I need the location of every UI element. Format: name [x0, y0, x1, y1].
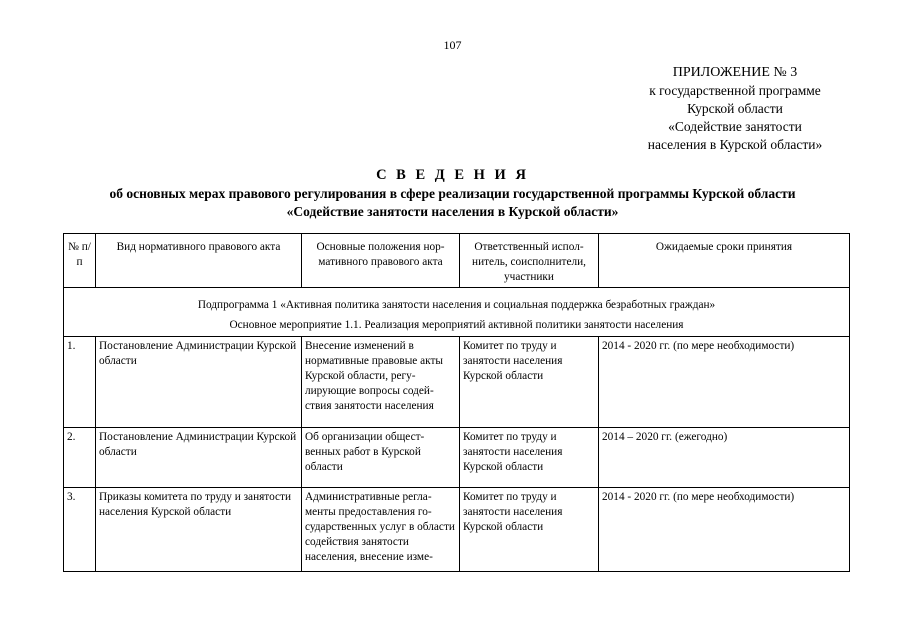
header-num: № п/п — [64, 234, 96, 288]
row-num: 1. — [64, 337, 96, 428]
document-title: С В Е Д Е Н И Я — [376, 167, 529, 183]
row-act-type: Приказы комитета по труду и занятости населения Курской области — [96, 488, 302, 572]
row-responsible: Комитет по труду и занятости населения Курской области — [460, 488, 599, 572]
row-responsible: Комитет по труду и занятости населения Курской области — [460, 428, 599, 488]
document-subtitle-line2: «Содействие занятости населения в Курской области» — [286, 204, 619, 219]
row-provisions: Внесение изменений в нормативные правовые акты Курской области, регулирующие вопросы содействия занятости населения — [302, 337, 460, 428]
page-number: 107 — [443, 38, 462, 52]
row-terms: 2014 - 2020 гг. (по мере необходимости) — [599, 337, 850, 428]
header-responsible: Ответственный исполнитель, соисполнители, участники — [460, 234, 599, 288]
document-subtitle-line1: об основных мерах правового регулирования в сфере реализации государственной программы Курской области — [109, 186, 796, 201]
header-act-type: Вид нормативного правового акта — [96, 234, 302, 288]
header-terms: Ожидаемые сроки принятия — [599, 234, 850, 288]
subprogram-cell — [64, 288, 850, 337]
row-act-type: Постановление Администрации Курской области — [96, 337, 302, 428]
row-provisions: Об организации общественных работ в Курской области — [302, 428, 460, 488]
appendix-line-program: к государственной программе — [649, 83, 821, 98]
header-provisions: Основные положения нормативного правового акта — [302, 234, 460, 288]
row-provisions: Административные регламенты предоставления государственных услуг в области содействия занятости населения, внесение изме- — [302, 488, 460, 572]
row-terms: 2014 – 2020 гг. (ежегодно) — [599, 428, 850, 488]
appendix-line-program-name: «Содействие занятости — [668, 119, 802, 134]
subprogram-row — [64, 288, 850, 337]
table-header-row — [64, 234, 850, 288]
table-row — [64, 428, 850, 488]
appendix-line-program-name-cont: населения в Курской области» — [647, 137, 823, 152]
row-num: 2. — [64, 428, 96, 488]
table-row — [64, 337, 850, 428]
appendix-header — [590, 64, 880, 154]
row-num: 3. — [64, 488, 96, 572]
main-event-title: Основное мероприятие 1.1. Реализация мероприятий активной политики занятости населения — [229, 319, 684, 331]
measures-table — [63, 233, 850, 572]
row-terms: 2014 - 2020 гг. (по мере необходимости) — [599, 488, 850, 572]
subprogram-title: Подпрограмма 1 «Активная политика занятости населения и социальная поддержка безработных граждан» — [197, 299, 716, 311]
row-act-type: Постановление Администрации Курской области — [96, 428, 302, 488]
appendix-line-region: Курской области — [687, 101, 783, 116]
table-row — [64, 488, 850, 572]
appendix-title: ПРИЛОЖЕНИЕ № 3 — [672, 65, 798, 80]
row-responsible: Комитет по труду и занятости населения Курской области — [460, 337, 599, 428]
document-subtitle — [0, 185, 905, 221]
